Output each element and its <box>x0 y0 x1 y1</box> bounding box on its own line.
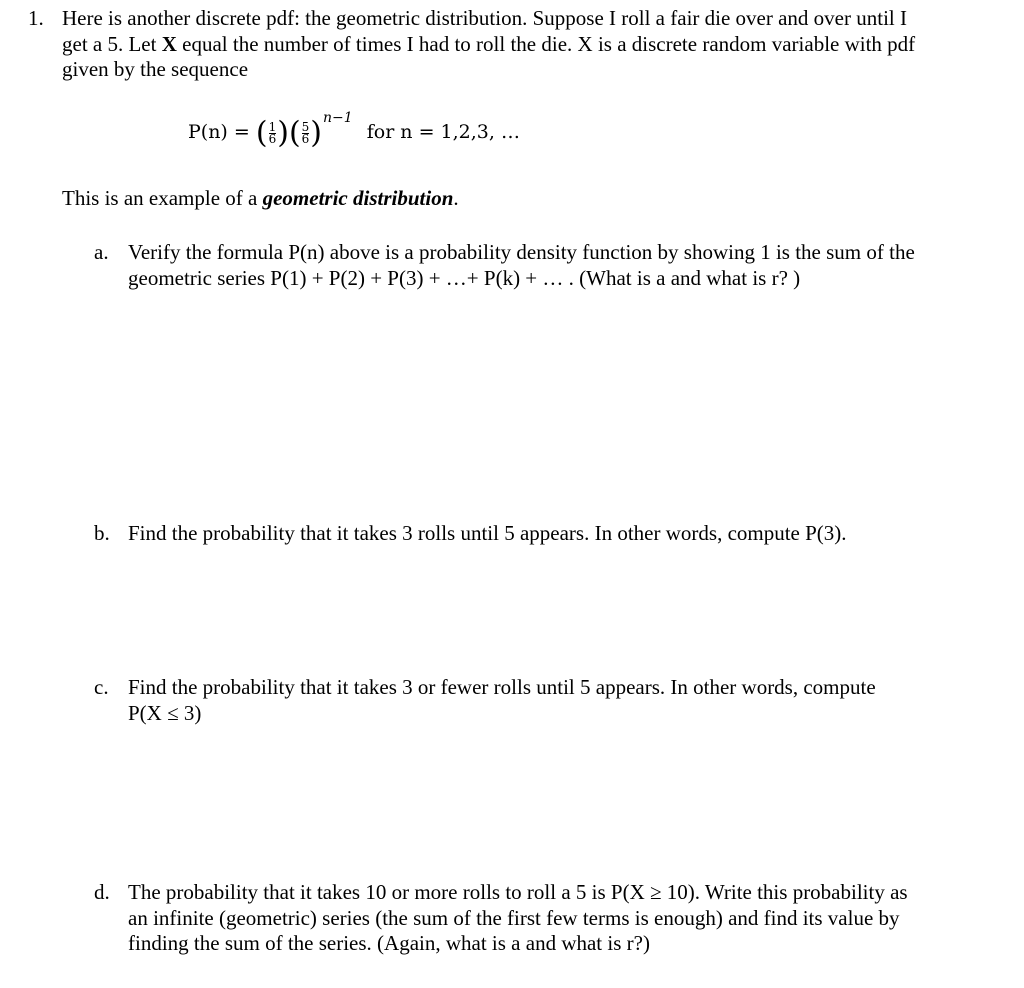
intro-line-1: Here is another discrete pdf: the geometric distribution. Suppose I roll a fair die over and over until I <box>62 6 907 30</box>
part-a-text <box>128 240 1008 291</box>
part-b-text <box>128 521 1008 547</box>
part-c-line-1: Find the probability that it takes 3 or fewer rolls until 5 appears. In other words, compute <box>128 675 876 699</box>
intro-line-2: get a 5. Let X equal the number of times I had to roll the die. X is a discrete random variable with pdf <box>62 31 916 56</box>
part-c-line-2: P(X ≤ 3) <box>128 700 202 725</box>
variable-x: X <box>161 31 177 56</box>
formula-condition: for n = 1,2,3, … <box>366 121 520 143</box>
pdf-formula: P(n) = ( $\frac{1}{6}$ )( $\frac{5}{6}$ )$^{n-1}$ for n = 1,2,3, … <box>188 110 520 151</box>
intro-line-3: given by the sequence <box>62 57 249 81</box>
fraction-one-sixth: $\frac{1}{6}$ <box>268 119 277 146</box>
part-d-line-2: an infinite (geometric) series (the sum of the first few terms is enough) and find its value by <box>128 905 900 930</box>
part-b-label: b. <box>94 521 110 545</box>
fraction-five-sixths: $\frac{5}{6}$ <box>301 119 310 146</box>
part-d-label: d. <box>94 880 110 904</box>
part-b-line-1: Find the probability that it takes 3 rolls until 5 appears. In other words, compute P(3). <box>128 521 847 545</box>
formula-lhs: P(n) = <box>188 121 256 143</box>
part-a-line-2: geometric series P(1) + P(2) + P(3) + …+ P(k) + … . (What is a and what is r? ) <box>128 265 801 290</box>
part-c-label: c. <box>94 675 109 699</box>
problem-intro <box>62 6 1002 83</box>
geometric-distribution-term: geometric distribution <box>262 186 454 210</box>
formula-exponent: n−1 <box>323 110 353 126</box>
part-a-line-1: Verify the formula P(n) above is a probability density function by showing 1 is the sum of the <box>128 240 915 264</box>
part-d-line-1: The probability that it takes 10 or more rolls to roll a 5 is P(X ≥ 10). Write this probability as <box>128 880 908 904</box>
distribution-note: This is an example of a geometric distribution. <box>62 186 459 210</box>
problem-number: 1. <box>28 6 44 30</box>
part-d-line-3: finding the sum of the series. (Again, what is a and what is r?) <box>128 931 650 955</box>
part-d-text <box>128 880 1008 957</box>
part-a-label: a. <box>94 240 109 264</box>
part-c-text <box>128 675 1008 726</box>
